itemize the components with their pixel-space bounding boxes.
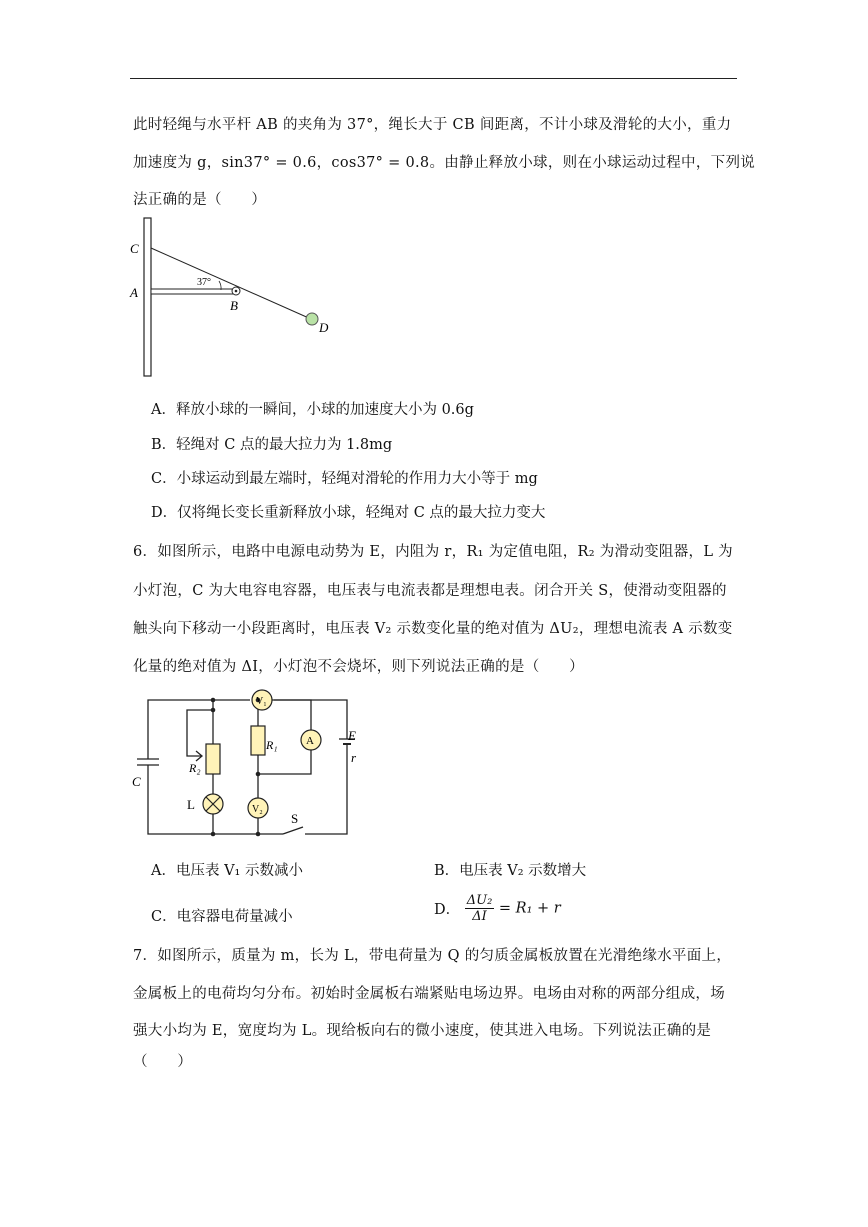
c-label: C	[132, 774, 141, 789]
angle-label: 37°	[197, 277, 211, 288]
q7-text-line-3: 强大小均为 E，宽度均为 L。现给板向右的微小速度，使其进入电场。下列说法正确的是	[133, 1023, 712, 1039]
fraction-denominator: ΔI	[472, 909, 487, 924]
label-c: C	[130, 241, 139, 256]
q6-text-line-3: 触头向下移动一小段距离时，电压表 V₂ 示数变化量的绝对值为 ΔU₂，理想电流表 A 示数变	[133, 621, 733, 637]
e-label: E	[348, 728, 356, 743]
q5-text-line-2: 加速度为 g，sin37° = 0.6，cos37° = 0.8。由静止释放小球，则在小球运动过程中，下列说	[133, 155, 756, 171]
option-d-rhs: = R₁ + r	[498, 900, 561, 917]
q6-option-c: C．电容器电荷量减小	[151, 909, 293, 925]
option-d-prefix: D．	[434, 902, 461, 918]
fraction-numerator: ΔU₂	[466, 893, 493, 908]
q5-option-d: D．仅将绳长变长重新释放小球，轻绳对 C 点的最大拉力变大	[151, 505, 546, 521]
s-label: S	[291, 811, 299, 826]
q5-option-b: B．轻绳对 C 点的最大拉力为 1.8mg	[151, 437, 393, 453]
q5-text-line-1: 此时轻绳与水平杆 AB 的夹角为 37°，绳长大于 CB 间距离，不计小球及滑轮的大小，重力	[133, 117, 732, 133]
r2-label: R₂	[189, 761, 201, 775]
r-label: r	[351, 750, 357, 765]
q6-text-line-4: 化量的绝对值为 ΔI，小灯泡不会烧坏，则下列说法正确的是（ ）	[133, 659, 584, 675]
q6-text-line-1: 6．如图所示，电路中电源电动势为 E，内阻为 r，R₁ 为定值电阻，R₂ 为滑动变阻器，L 为	[133, 544, 733, 560]
delta-fraction	[465, 893, 495, 924]
q5-text-line-3: 法正确的是（ ）	[133, 192, 267, 208]
v2-label: V₂	[252, 804, 263, 815]
r1-label: R₁	[266, 738, 278, 752]
q7-text-line-4: （ ）	[133, 1054, 193, 1070]
q6-option-a: A．电压表 V₁ 示数减小	[151, 863, 303, 879]
q6-option-d	[434, 893, 561, 924]
header-rule	[130, 78, 737, 79]
q6-option-b: B．电压表 V₂ 示数增大	[434, 863, 587, 879]
v1-label: V₁	[256, 696, 267, 707]
a-label: A	[306, 735, 314, 747]
q6-circuit-figure	[125, 688, 370, 838]
label-b: B	[230, 298, 238, 313]
q5-pulley-figure	[125, 212, 345, 384]
q7-text-line-2: 金属板上的电荷均匀分布。初始时金属板右端紧贴电场边界。电场由对称的两部分组成，场	[133, 986, 725, 1002]
q5-option-c: C．小球运动到最左端时，轻绳对滑轮的作用力大小等于 mg	[151, 471, 538, 487]
q5-option-a: A．释放小球的一瞬间，小球的加速度大小为 0.6g	[151, 402, 474, 418]
label-d: D	[319, 320, 329, 335]
q7-text-line-1: 7．如图所示，质量为 m，长为 L，带电荷量为 Q 的匀质金属板放置在光滑绝缘水平面上，	[133, 948, 732, 964]
label-a: A	[130, 285, 138, 300]
l-label: L	[187, 797, 195, 812]
q6-text-line-2: 小灯泡，C 为大电容电容器，电压表与电流表都是理想电表。闭合开关 S，使滑动变阻器的	[133, 583, 727, 599]
